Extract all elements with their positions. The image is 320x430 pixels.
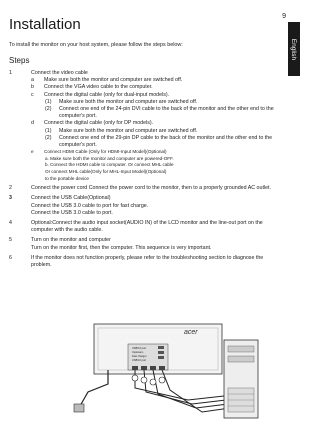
- power-cable: [80, 370, 108, 406]
- step-1: 1 Connect the video cable: [9, 70, 88, 76]
- step-2: 2 Connect the power cord Connect the power cord to the monitor, then to a properly grounded AC outlet.: [9, 185, 271, 192]
- audio-cable: [162, 370, 230, 412]
- step-3: 3 Connect the USB Cable(Optional) Connect the USB 3.0 cable to port for fast charge. Connect the USB 3.0 cable to port.: [9, 195, 149, 216]
- page-number: 9: [282, 13, 286, 20]
- step-1d-1: (1) Make sure both the monitor and computer are switched off.: [45, 127, 198, 134]
- step-1e-b: b. Connect the HDMI cable to computer. Or connect MHL cable: [45, 162, 174, 168]
- port-label-1: USB3.0 port: [132, 347, 147, 350]
- step-1d: d Connect the digital cable (only for DP models).: [31, 120, 154, 127]
- step-1d-2: (2) Connect one end of the 29-pin DP cable to the back of the monitor and the other end to the computer's port.: [45, 134, 273, 149]
- step-1e-portable: to the portable device: [45, 175, 89, 181]
- step-6: 6 If the monitor does not function properly, please refer to the troubleshooting section to diagnose the problem.: [9, 254, 264, 269]
- power-plug-icon: [74, 404, 84, 412]
- step-1e-or: Or connect MHL cable(Only for MHL-Input Model)(Optional): [45, 169, 167, 175]
- step-1e-a: a. Make sure both the monitor and computer are powered-OFF.: [45, 155, 174, 161]
- steps-list: [9, 70, 281, 269]
- intro-text: To install the monitor on your host system, please follow the steps below:: [9, 42, 183, 48]
- step-1b: b Connect the VGA video cable to the computer.: [31, 84, 153, 91]
- port-label-3: Fast charger: [132, 355, 147, 358]
- port-label-4: USB3.0 port: [132, 359, 147, 362]
- brand-logo: acer: [184, 329, 198, 336]
- video-cable-1: [135, 370, 224, 400]
- connection-diagram: [68, 322, 264, 426]
- step-1a: a Make sure both the monitor and computer are switched off.: [31, 77, 183, 84]
- step-1e: e Connect HDMI Cable (Only for HDMI-Input Model)(Optional): [31, 149, 167, 155]
- step-4: 4 Optional:Connect the audio input socket(AUDIO IN) of the LCD monitor and the line-out port on the computer with the audio cable.: [9, 220, 263, 234]
- language-tab: English: [288, 22, 300, 76]
- step-1c-2: (2) Connect one end of the 24-pin DVI cable to the back of the monitor and the other end to the computer's port.: [45, 106, 274, 120]
- step-5: 5 Turn on the monitor and computer Turn on the monitor first, then the computer. This sequence is very important.: [9, 237, 212, 251]
- step-1c-1: (1) Make sure both the monitor and computer are switched off.: [45, 98, 198, 105]
- page-title: Installation: [9, 16, 81, 33]
- steps-heading: Steps: [9, 56, 30, 65]
- step-1c: c Connect the digital cable (only for dual-input models).: [31, 91, 170, 98]
- port-label-2: Upstream: [132, 351, 144, 354]
